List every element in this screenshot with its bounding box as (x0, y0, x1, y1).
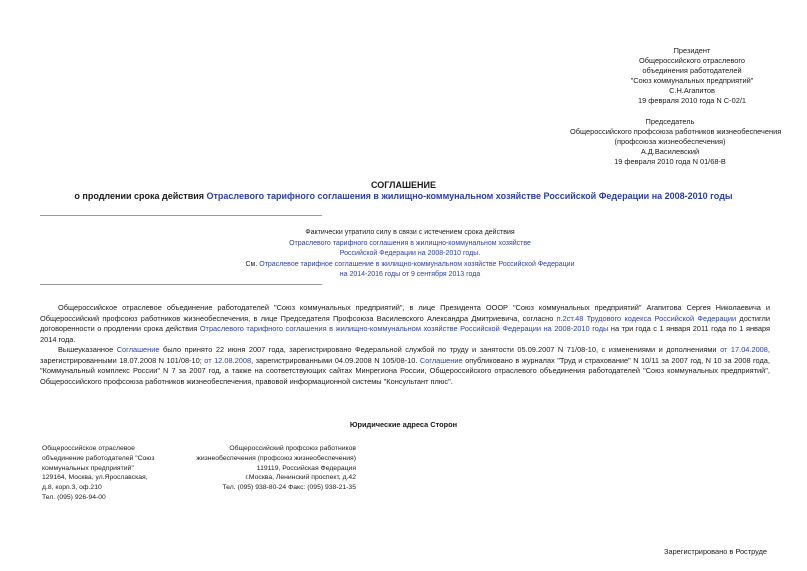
subtitle-agreement-link[interactable]: Отраслевого тарифного соглашения в жилищно-коммунальном хозяйстве Российской Федерации на 2008-2010 годы (206, 191, 733, 201)
president-role: Президент (673, 46, 711, 55)
tariff-agreement-link[interactable]: Отраслевого тарифного соглашения в жилищно-коммунальном хозяйстве Российской Федерации на 2008-2010 годы (199, 324, 609, 334)
amendment-2008-08-link[interactable]: от 12.08.2008 (204, 355, 252, 365)
address-left-line-5: д.8, корп.3, оф.210 (42, 484, 102, 492)
chairman-date: 19 февраля 2010 года N 01/68-В (614, 157, 726, 166)
president-date: 19 февраля 2010 года N С-02/1 (637, 96, 746, 105)
para2-text-4: , зарегистрированными 04.09.2008 N 105/08-10. (251, 355, 420, 365)
president-name: С.Н.Агапитов (669, 86, 715, 95)
president-org-line-2: объединения работодателей (642, 66, 742, 75)
para2-text-5: опубликовано в журналах "Труд и страхование" N 10/11 за 2007 год, N 10 за 2008 года, "Коммунальный комплекс России" N 7 за 2007 год, а также на соответствующих сайтах Минрегиона России, Общероссийского отраслевого объединения работодателей "Союз коммунальных предприятий", Общероссийского профсоюза работников жизнеобеспечения, правовой информационной системы "Консультант плюс". (40, 355, 770, 386)
divider-top (40, 215, 322, 216)
president-org-line-3: "Союз коммунальных предприятий" (630, 76, 754, 85)
status-note (200, 228, 620, 281)
subtitle-prefix: о продлении срока действия (74, 191, 207, 201)
address-right-line-3: 119119, Российская Федерация (256, 464, 356, 472)
chairman-signature-block (570, 117, 782, 167)
address-left-line-2: объединение работодателей "Союз (42, 454, 155, 462)
chairman-role: Председатель (645, 117, 695, 126)
status-note-new-agreement-link[interactable]: Отраслевое тарифное соглашение в жилищно-коммунальном хозяйстве Российской Федерации (259, 260, 575, 268)
addresses-heading: Юридические адреса Сторон (349, 420, 458, 429)
para1-text-2: достигли договоренности о продлении срока действия (40, 313, 770, 334)
status-note-line-1: Фактически утратило силу в связи с истечением срока действия (305, 229, 515, 236)
para2-text-3: , зарегистрированными 18.07.2008 N 101/08-10; (40, 345, 770, 365)
para1-text-1: Общероссийское отраслевое объединение работодателей "Союз коммунальных предприятий", в лице Президента ОООР "Союз коммунальных предприятий" Агапитова Сергея Николаевича и Общероссийский профсоюз работников жизнеобеспечения, в лице Председателя Профсоюза Василевского Александра Дмитриевича, согласно (40, 303, 770, 323)
address-left-line-4: 129164, Москва, ул.Ярославская, (42, 474, 148, 482)
address-left-line-6: Тел. (095) 926-94-00 (42, 493, 106, 501)
agreement-link-1[interactable]: Соглашение (116, 345, 160, 354)
para2-text-2: было принято 22 июня 2007 года, зарегистрировано Федеральной службой по труду и занятости 05.09.2007 N 71/08-10, с изменениями и дополнениями (159, 345, 721, 354)
agreement-link-2[interactable]: Соглашение (419, 355, 463, 365)
address-right (196, 444, 356, 493)
address-left-line-1: Общероссийское отраслевое (42, 445, 135, 452)
divider-bottom (40, 284, 322, 285)
status-note-link-line-3[interactable]: Российской Федерации на 2008-2010 годы. (339, 250, 481, 257)
address-left-line-3: коммунальных предприятий" (42, 464, 134, 472)
address-right-line-5: Тел. (095) 938-80-24 Факс: (095) 938-21-35 (222, 484, 356, 492)
address-right-line-1: Общероссийский профсоюз работников (229, 445, 356, 452)
status-note-link-line-5[interactable]: на 2014-2016 годы от 9 сентября 2013 года (339, 271, 481, 278)
para2-text-1: Вышеуказанное (58, 345, 117, 354)
paragraph-1 (40, 303, 770, 345)
registration-note: Зарегистрировано в Роструде (664, 547, 768, 556)
address-left (42, 444, 155, 503)
status-note-see-prefix: См. (245, 260, 260, 268)
amendment-2008-04-link[interactable]: от 17.04.2008 (720, 345, 768, 354)
paragraph-2 (40, 345, 770, 387)
para1-text-3: на три года с 1 января 2011 года по 1 января 2014 года. (40, 324, 771, 344)
document-subtitle (20, 191, 787, 201)
chairman-name: А.Д.Василевский (640, 147, 700, 156)
address-right-line-4: г.Москва, Ленинский проспект, д.42 (245, 474, 356, 482)
president-org-line-1: Общероссийского отраслевого (638, 56, 746, 65)
document-title: СОГЛАШЕНИЕ (371, 180, 436, 190)
president-signature-block (622, 46, 762, 106)
chairman-org-line-2: (профсоюза жизнеобеспечения) (614, 137, 726, 146)
status-note-link-line-2[interactable]: Отраслевого тарифного соглашения в жилищно-коммунальном хозяйстве (289, 239, 531, 247)
labor-code-link[interactable]: п.2ст.48 Трудового кодекса Российской Федерации (556, 313, 737, 323)
address-right-line-2: жизнеобеспечения (профсоюз жизнеобеспечения) (196, 454, 356, 462)
chairman-org-line-1: Общероссийского профсоюза работников жизнеобеспечения (570, 127, 782, 136)
status-note-line-4 (200, 260, 620, 271)
